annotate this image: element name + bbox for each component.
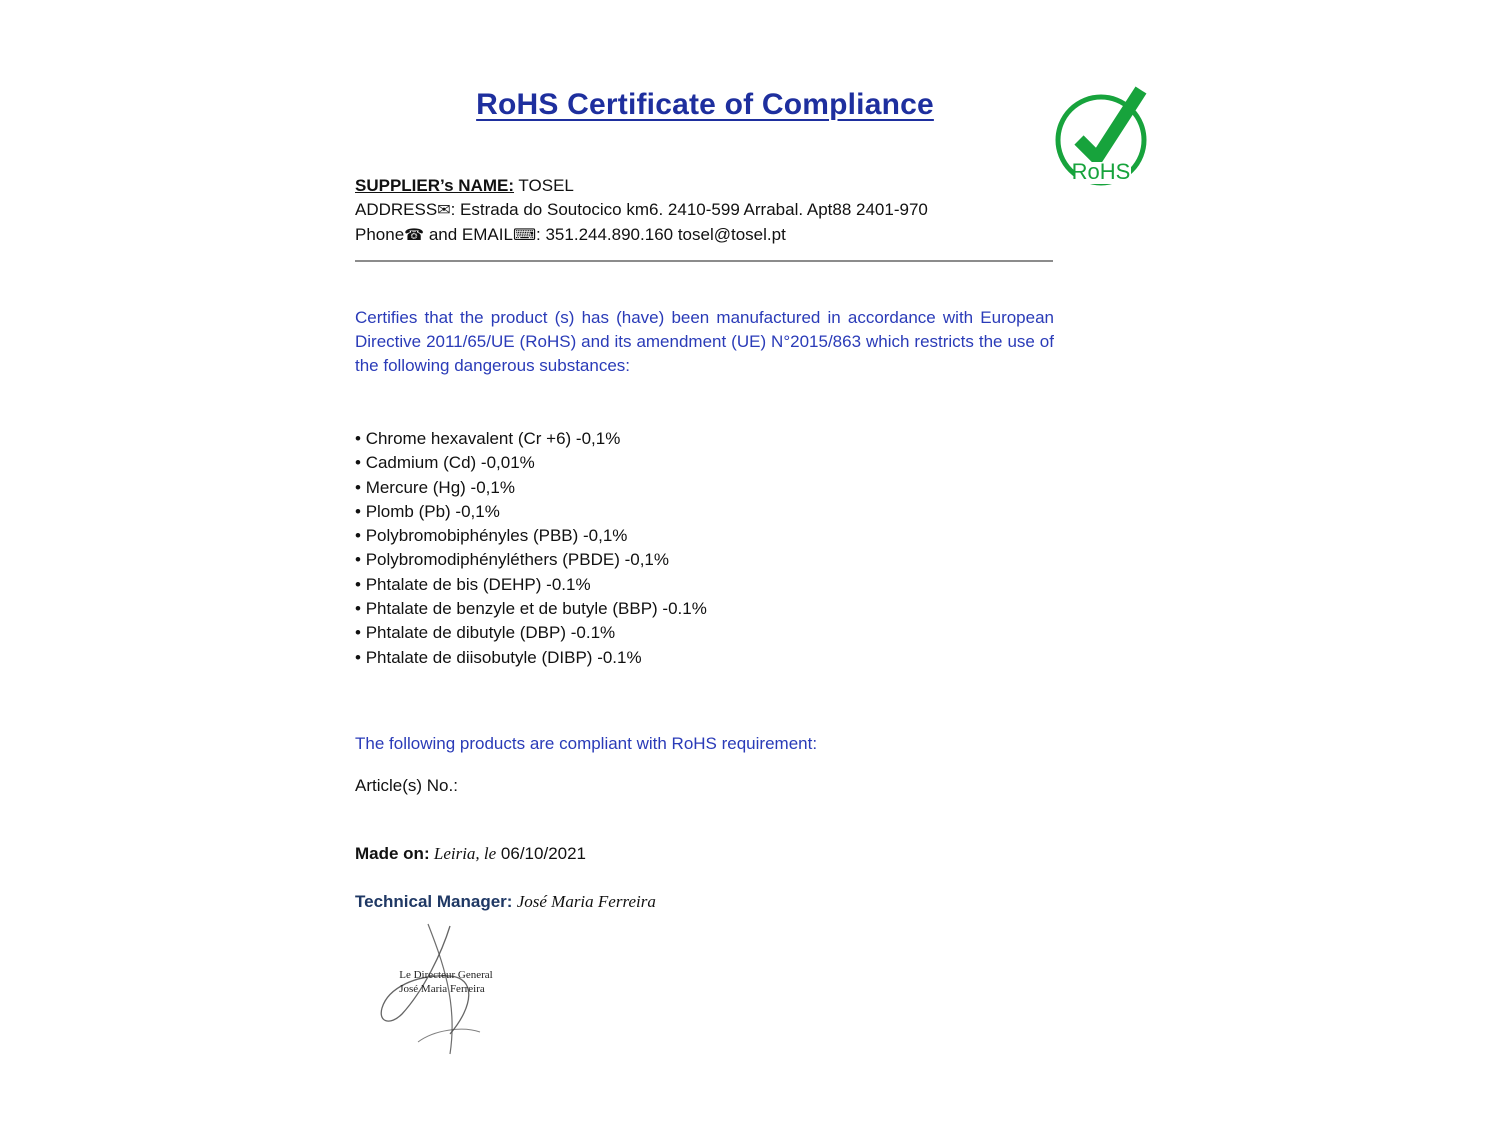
- rohs-logo-label: RoHS: [1071, 159, 1131, 184]
- email-label: and EMAIL: [424, 225, 513, 244]
- substance-item: • Mercure (Hg) -0,1%: [355, 476, 1055, 500]
- made-on-place: Leiria, le: [429, 844, 497, 863]
- signature-stroke: [418, 1029, 480, 1042]
- substance-item: • Plomb (Pb) -0,1%: [355, 500, 1055, 524]
- address-value: : Estrada do Soutocico km6. 2410-599 Arrabal. Apt88 2401-970: [450, 200, 928, 219]
- rohs-logo: [1053, 80, 1153, 188]
- technical-manager-line: [355, 892, 656, 912]
- supplier-name-label: SUPPLIER’s NAME:: [355, 176, 515, 195]
- made-on-line: [355, 844, 586, 864]
- address-label: ADDRESS: [355, 200, 438, 219]
- made-on-label: Made on:: [355, 844, 430, 863]
- phone-label: Phone: [355, 225, 405, 244]
- made-on-date: 06/10/2021: [496, 844, 587, 863]
- phone-icon: ☎: [404, 227, 425, 244]
- technical-manager-label: Technical Manager:: [355, 892, 513, 911]
- compliance-statement: The following products are compliant with RoHS requirement:: [355, 734, 818, 753]
- certifies-paragraph: Certifies that the product (s) has (have) been manufactured in accordance with European Directive 2011/65/UE (RoHS) and its amendment (UE) N°2015/863 which restricts the use of the following dangerous substances:: [355, 308, 1054, 375]
- contact-value: : 351.244.890.160 tosel@tosel.pt: [536, 225, 786, 244]
- supplier-name-value: TOSEL: [514, 176, 574, 195]
- supplier-name-line: [355, 174, 928, 198]
- signature-title-text: Le Directeur General: [399, 969, 493, 981]
- substance-item: • Cadmium (Cd) -0,01%: [355, 451, 1055, 475]
- signature-graphic: [358, 922, 538, 1057]
- substance-item: • Polybromodiphényléthers (PBDE) -0,1%: [355, 548, 1055, 572]
- substance-item: • Phtalate de bis (DEHP) -0.1%: [355, 573, 1055, 597]
- rohs-logo-graphic: [1053, 80, 1153, 188]
- supplier-address-line: [355, 198, 928, 223]
- signature-block: [358, 922, 538, 1057]
- computer-icon: ⌨: [512, 227, 537, 244]
- supplier-block: [355, 174, 928, 248]
- signature-name-text: José Maria Ferreira: [399, 983, 485, 995]
- substance-item: • Chrome hexavalent (Cr +6) -0,1%: [355, 427, 1055, 451]
- substance-item: • Phtalate de benzyle et de butyle (BBP) -0.1%: [355, 597, 1055, 621]
- substances-list: [355, 427, 1055, 670]
- page-title: RoHS Certificate of Compliance: [476, 88, 934, 121]
- substance-item: • Phtalate de diisobutyle (DIBP) -0.1%: [355, 646, 1055, 670]
- substance-item: • Phtalate de dibutyle (DBP) -0.1%: [355, 621, 1055, 645]
- supplier-contact-line: [355, 223, 928, 248]
- technical-manager-name: José Maria Ferreira: [512, 892, 656, 911]
- horizontal-divider: [355, 260, 1053, 262]
- article-number-line: Article(s) No.:: [355, 776, 458, 795]
- envelope-icon: ✉: [437, 202, 451, 219]
- substance-item: • Polybromobiphényles (PBB) -0,1%: [355, 524, 1055, 548]
